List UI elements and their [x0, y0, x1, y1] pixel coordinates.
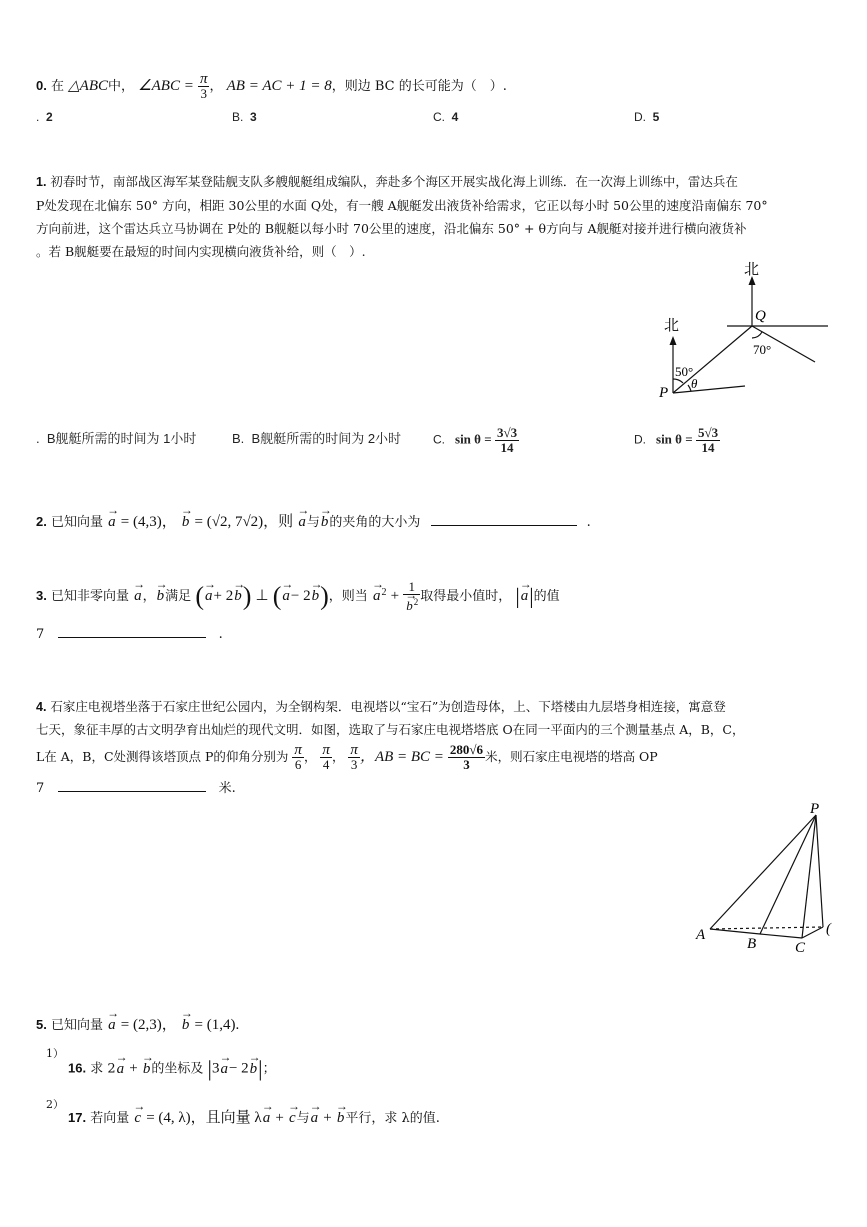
q12-number: 2.	[36, 514, 47, 529]
q15-part2-plus2: +	[323, 1110, 332, 1126]
q12-vec-b: → b	[181, 514, 191, 531]
q11-number: 1.	[36, 175, 47, 189]
q14-length-num: 280√6	[449, 742, 484, 757]
q15-part1-label: 1）	[46, 1047, 64, 1060]
q14-frac-3-num: π	[350, 742, 358, 758]
q13-line2-pre: 7	[36, 627, 45, 642]
q14-length-frac	[448, 743, 485, 772]
q13-sq: 2	[381, 586, 387, 598]
q11-line-2: P处发现在北偏东 50° 方向，相距 30公里的水面 Q处，有一艘 A舰艇发出液货补给需求，它正以每小时 50公里的速度沿南偏东 70°	[36, 198, 768, 213]
q14-fig-label-c: C	[795, 940, 806, 956]
q13-frac-num: 1	[403, 580, 420, 595]
q15-part1-three: 3	[211, 1060, 220, 1077]
q11-line-1	[36, 172, 738, 190]
q10-option-b[interactable]	[232, 110, 257, 124]
q13-minus2: − 2	[290, 588, 311, 605]
q13-perp: ⊥	[255, 588, 269, 605]
q11-frac-d-num: 5√3	[697, 425, 719, 440]
q13-vec-a5: → a	[520, 588, 530, 605]
q10-value-b: 3	[250, 110, 257, 124]
q11-frac-c-den: 14	[500, 440, 514, 455]
q11-value-b: B舰艇所需的时间为 2小时	[251, 431, 402, 446]
q12-vec-a2: → a	[297, 514, 307, 531]
q13-vec-a4: → a	[372, 588, 382, 605]
q10-angle: ∠ABC =	[138, 78, 194, 94]
q11-option-a[interactable]	[36, 428, 196, 447]
q13-line-2	[36, 627, 223, 642]
q11-letter-a: .	[36, 431, 40, 446]
q14-line-3: L在 A，B，C处测得该塔顶点 P的仰角分别为 $\frac{\pi}{6}$ ， $\frac{\pi}{4}$ ， $\frac{\pi}{3}$ ，AB = BC = $\frac{280√6}{3}$ 米，则石家庄电视塔的塔高 OP	[36, 742, 658, 772]
q10-letter-d: D.	[634, 110, 646, 124]
q12-text-pre: 已知向量	[50, 515, 103, 530]
q15-vec-a: → a	[107, 1017, 117, 1034]
q10-text-post: ，则边 BC 的长可能为（ ）.	[331, 79, 507, 94]
q15-part1-vec-a: → a	[116, 1061, 126, 1078]
q11-fig-north-1: 北	[664, 318, 680, 334]
q12-b-value: = (√2, 7√2)，则	[194, 514, 294, 530]
q15-part1-plus: +	[129, 1060, 138, 1077]
q15-part1-vec-b: → b	[142, 1061, 152, 1078]
q13-end: .	[218, 627, 223, 642]
q10-option-d[interactable]	[634, 110, 659, 124]
q10-condition: AB = AC + 1 = 8	[226, 78, 332, 94]
q13-text-cond: 满足	[165, 589, 192, 605]
q10-value-a: 2	[46, 110, 53, 124]
q14-line-2: 七天，象征丰厚的古文明孕育出灿烂的现代文明．如图，选取了与石家庄电视塔塔底 O在同一平面内的三个测量基点 A，B，C，	[36, 722, 745, 737]
q15-part2-vec-c: → c	[133, 1110, 142, 1127]
q15-part2-number: 17.	[68, 1110, 87, 1125]
q14-length-den: 3	[463, 757, 470, 772]
q15-part2-label: 2）	[46, 1098, 64, 1111]
q15-text-pre: 已知向量	[50, 1018, 103, 1033]
q14-frac-1	[292, 743, 304, 772]
q15-part1	[68, 1056, 276, 1082]
q13-abs-close: |	[529, 583, 534, 609]
q11-fig-north-2: 北	[744, 262, 760, 278]
q14-frac-1-den: 6	[294, 757, 302, 772]
q13-paren-open-1: (	[195, 581, 204, 611]
q15-part1-minus2: − 2	[228, 1060, 249, 1077]
q12-text-post: 的夹角的大小为	[329, 515, 421, 530]
q15-part2-vec-a: → a	[262, 1110, 272, 1127]
q15-a-value: = (2,3)，	[120, 1017, 177, 1033]
q11-fig-label-p: P	[659, 385, 669, 401]
q13-answer-blank[interactable]	[58, 637, 206, 638]
q13-paren-open-2: (	[272, 581, 282, 611]
q10-number: 0.	[36, 78, 47, 93]
q12-stem	[36, 510, 591, 531]
q12-vec-a: → a	[107, 514, 117, 531]
q15-b-value: = (1,4).	[194, 1017, 240, 1033]
q13-vec-a3: → a	[281, 588, 291, 605]
q15-part2-with: 与	[296, 1111, 310, 1126]
q11-letter-c: C.	[433, 432, 445, 447]
q13-stem	[36, 580, 560, 613]
q15-part1-end: ；	[262, 1061, 276, 1077]
q13-vec-a: → a	[133, 588, 143, 605]
q15-part2-pre: 若向量	[90, 1111, 130, 1126]
q14-frac-1-num: π	[294, 742, 302, 758]
q13-text-then: ，则当	[328, 589, 368, 605]
q12-answer-blank[interactable]	[431, 525, 577, 526]
q14-line3-pre: L在 A，B，C处测得该塔顶点 P的仰角分别为	[36, 749, 289, 764]
q10-text-mid: 中，	[108, 79, 135, 94]
q10-option-c[interactable]	[433, 110, 458, 124]
q11-figure	[640, 258, 840, 418]
q13-text-take: 取得最小值时，	[420, 589, 512, 605]
q13-plus2: + 2	[213, 588, 234, 605]
q13-text-valof: 的值	[533, 589, 560, 605]
q11-fig-label-q: Q	[755, 308, 766, 324]
q11-value-a: B舰艇所需的时间为 1小时	[46, 431, 197, 446]
q15-part1-number: 16.	[68, 1060, 87, 1076]
q14-frac-2-den: 4	[322, 757, 330, 772]
q13-plus: +	[390, 588, 400, 605]
q14-line3-post: 米，则石家庄电视塔的塔高 OP	[485, 749, 658, 764]
q14-line-4	[36, 777, 236, 796]
q11-option-b[interactable]	[232, 428, 401, 447]
q14-ab-bc: ，AB = BC =	[359, 749, 444, 765]
q10-value-c: 4	[451, 110, 459, 124]
q15-part2-vec-c2: → c	[288, 1110, 297, 1127]
q11-frac-c	[495, 426, 519, 455]
q13-vec-a2: → a	[204, 588, 214, 605]
q13-text-pre: 已知非零向量	[50, 589, 129, 605]
q10-three: 3	[200, 86, 207, 101]
q14-text-1: 石家庄电视塔坐落于石家庄世纪公园内，为全钢构架．电视塔以“宝石”为创造母体，上、下塔楼由九层塔身相连接，寓意登	[50, 699, 726, 714]
q15-part1-vec-b2: → b	[249, 1061, 259, 1078]
q11-option-d[interactable]	[634, 426, 720, 455]
q15-part1-abs-open: |	[207, 1056, 212, 1081]
q11-line-4: 。若 B舰艇要在最短的时间内实现横向液货补给，则（ ）.	[36, 244, 366, 259]
q11-text-1: 初春时节，南部战区海军某登陆舰支队多艘舰艇组成编队，奔赴多个海区开展实战化海上训练．在一次海上训练中，雷达兵在	[50, 174, 738, 189]
q11-frac-d	[696, 426, 720, 455]
q15-vec-b: → b	[181, 1017, 191, 1034]
q11-sin-d: sin θ =	[656, 431, 693, 447]
q10-pi: π	[199, 71, 208, 87]
q10-option-a[interactable]	[36, 110, 53, 124]
q12-vec-b2: → b	[320, 514, 330, 531]
q15-part1-vec-a2: → a	[219, 1061, 229, 1078]
q13-abs-open: |	[515, 583, 520, 609]
q15-part1-abs-close: |	[258, 1056, 263, 1081]
q10-text: 在	[50, 79, 64, 94]
q13-paren-close-2: )	[320, 581, 329, 611]
q15-number: 5.	[36, 1017, 47, 1032]
q11-frac-c-num: 3√3	[496, 425, 518, 440]
q14-frac-2	[320, 743, 332, 772]
q15-part1-pre: 求 2	[90, 1061, 116, 1077]
q11-letter-b: B.	[232, 431, 245, 446]
q14-fig-label-o: (	[826, 921, 831, 937]
q12-a-value: = (4,3)，	[120, 514, 177, 530]
q11-fig-angle-50: 50°	[675, 364, 694, 379]
q10-triangle: △ABC	[68, 78, 109, 94]
q15-part2-vec-a2: → a	[310, 1110, 320, 1127]
q13-number: 3.	[36, 588, 47, 604]
q11-frac-d-den: 14	[701, 440, 715, 455]
q14-figure	[690, 798, 867, 958]
q15-part2-c-value: = (4, λ)，且向量 λ	[146, 1110, 262, 1126]
q14-line4-pre: 7	[36, 781, 45, 796]
q15-part2-plus: +	[275, 1110, 284, 1126]
q10-letter-b: B.	[232, 110, 244, 124]
q11-sin-c: sin θ =	[455, 431, 492, 447]
q13-frac	[403, 580, 420, 613]
q14-number: 4.	[36, 700, 47, 714]
q11-fig-angle-70: 70°	[753, 342, 772, 357]
q11-line-3: 方向前进，这个雷达兵立马协调在 P处的 B舰艇以每小时 70公里的速度，沿北偏东 50° + θ方向与 A舰艇对接并进行横向液货补	[36, 221, 747, 236]
q14-fig-label-p: P	[810, 801, 820, 817]
q10-letter-c: C.	[433, 110, 445, 124]
q14-frac-2-num: π	[322, 742, 330, 758]
q13-comma: ，	[142, 589, 156, 605]
q14-line-1	[36, 697, 726, 715]
q10-value-d: 5	[652, 110, 660, 124]
q11-option-c[interactable]	[433, 426, 519, 455]
q12-text-mid: 与	[306, 515, 320, 530]
q13-vec-b2: → b	[233, 588, 243, 605]
q14-unit: 米.	[218, 781, 236, 796]
q13-vec-b3: → b	[311, 588, 321, 605]
q12-end: .	[586, 515, 591, 530]
q14-answer-blank[interactable]	[58, 791, 206, 792]
q10-stem: 0. 在 △ABC中， ∠ABC = $\frac{\pi}{3}$ ， AB = AC + 1 = 8，则边 BC 的长可能为（ ）.	[36, 71, 507, 101]
q15-stem	[36, 1013, 239, 1034]
q10-letter-a: .	[36, 110, 40, 124]
q13-vec-b: → b	[156, 588, 166, 605]
q15-part2-post: 平行，求 λ的值.	[345, 1111, 440, 1126]
q14-fig-label-b: B	[747, 936, 757, 952]
q15-part2	[68, 1106, 440, 1127]
q14-frac-3	[348, 743, 360, 772]
q10-pi-over-3	[198, 72, 210, 101]
q14-frac-3-den: 3	[350, 757, 358, 772]
q11-letter-d: D.	[634, 432, 646, 447]
q15-part1-post: 的坐标及	[151, 1061, 204, 1077]
q14-fig-label-a: A	[696, 927, 706, 943]
q13-frac-den: → $b^2$	[403, 595, 420, 613]
q15-part2-vec-b: → b	[336, 1110, 346, 1127]
q11-fig-theta: θ	[691, 376, 698, 391]
q13-paren-close-1: )	[242, 581, 252, 611]
